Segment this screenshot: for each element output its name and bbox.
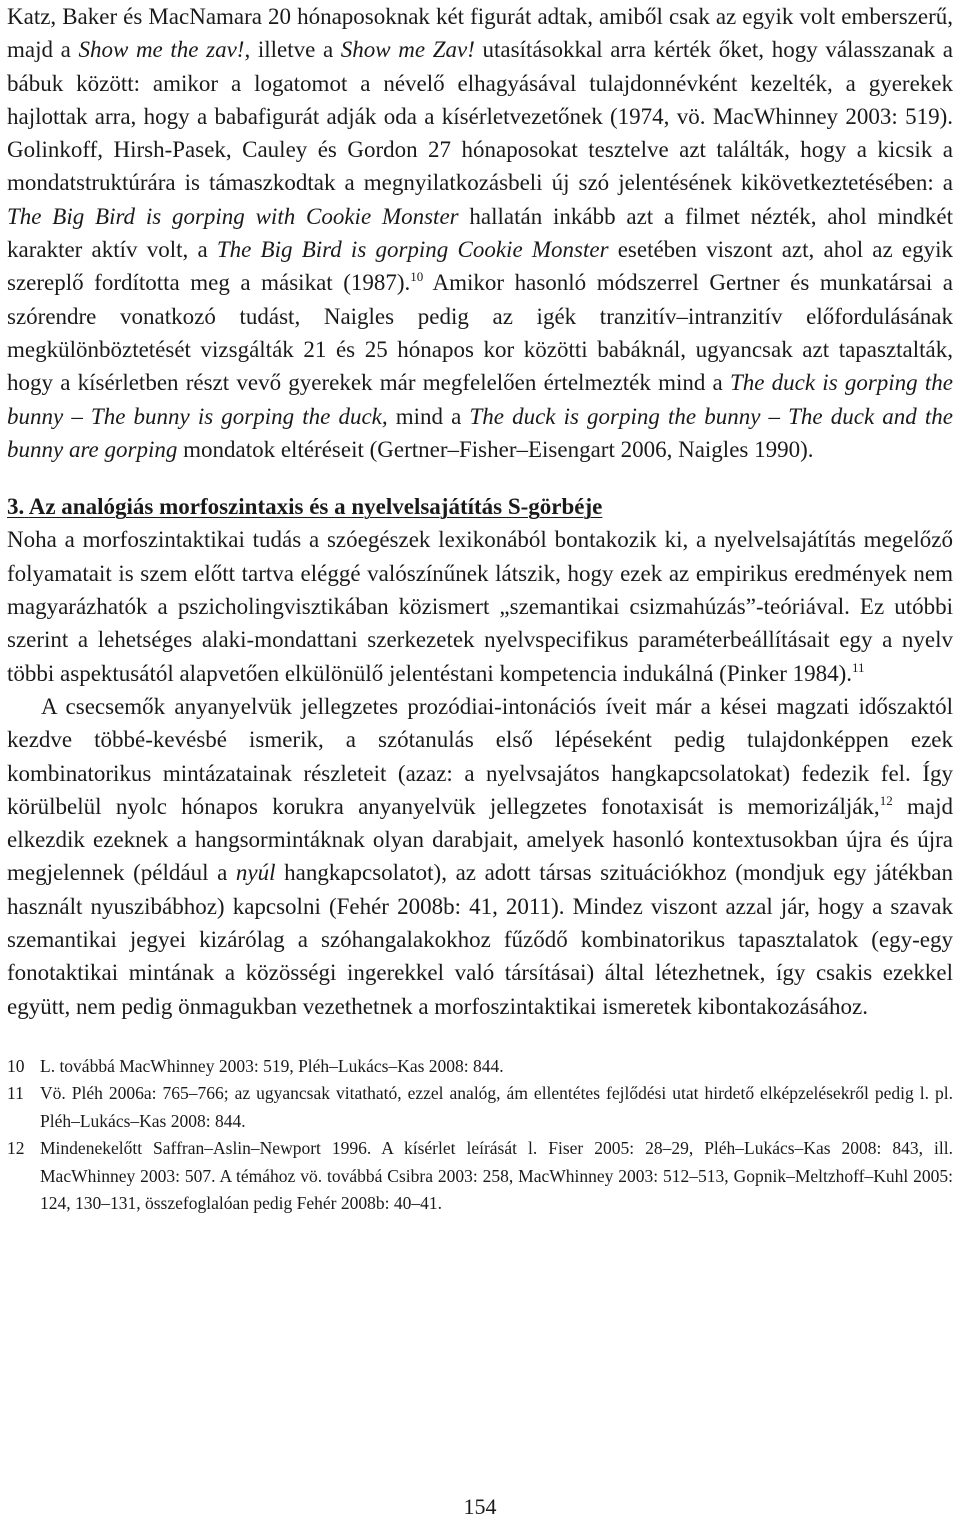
section-heading xyxy=(7,490,953,523)
footnote-11 xyxy=(7,1080,953,1135)
footnote-text: Vö. Pléh 2006a: 765–766; az ugyancsak vitatható, ezzel analóg, ám ellentétes fejlődési utat hirdető elképzelésekről pedig l. pl. Pléh–Lukács–Kas 2008: 844. xyxy=(40,1083,953,1131)
section-title: Az analógiás morfoszintaxis és a nyelvelsajátítás S-görbéje xyxy=(28,494,603,520)
section-spacer xyxy=(7,466,953,490)
footnote-number: 11 xyxy=(7,1083,24,1104)
footnote-number: 10 xyxy=(7,1055,25,1076)
footnote-12 xyxy=(7,1135,953,1218)
page-number: 154 xyxy=(463,1494,497,1519)
section-number: 3. xyxy=(7,494,25,520)
paragraph-katz-baker: Katz, Baker és MacNamara 20 hónaposoknak két figurát adtak, amiből csak az egyik volt emberszerű, majd a Show me the zav!, illetve a Show me Zav! utasításokkal arra kérték őket, hogy válasszanak a bábuk között: amikor a logatomot a névelő elhagyásával tulajdonnévként kezelték, a gyerekek hajlottak arra, hogy a babafigurát adják oda a kísérletvezetőnek (1974, vö. MacWhinney 2003: 519). Golinkoff, Hirsh-Pasek, Cauley és Gordon 27 hónaposokat tesztelve azt találták, hogy a kicsik a mondatstruktúrára is támaszkodtak a megnyilatkozásbeli új szó jelentésének kikövetkeztetésében: a The Big Bird is gorping with Cookie Monster hallatán inkább azt a filmet nézték, ahol mindkét karakter aktív volt, a The Big Bird is gorping Cookie Monster esetében viszont azt, ahol az egyik szereplő fordította meg a másikat (1987).$^{10}$ Amikor hasonló módszerrel Gertner és munkatársai a szórendre vonatkozó tudást, Naigles pedig az igék tranzitív–intranzitív előfordulásának megkülönböztetését vizsgálták 21 és 25 hónapos kor közötti babáknál, ugyancsak azt tapasztalták, hogy a kísérletben részt vevő gyerekek már megfelelően értelmezték mind a The duck is gorping the bunny – The bunny is gorping the duck, mind a The duck is gorping the bunny – The duck and the bunny are gorping mondatok eltéréseit (Gertner–Fisher–Eisengart 2006, Naigles 1990). xyxy=(7,4,954,462)
example-sentence: The duck is gorping the bunny – The bunny is gorping the duck, xyxy=(7,370,953,429)
book-page xyxy=(7,0,953,1522)
footnote-text: L. továbbá MacWhinney 2003: 519, Pléh–Lukács–Kas 2008: 844. xyxy=(40,1055,504,1076)
footnote-number: 12 xyxy=(7,1138,25,1159)
paragraph-morfoszintaxis: Noha a morfoszintaktikai tudás a szóegészek lexikonából bontakozik ki, a nyelvelsajátítás megelőző folyamatait is szem előtt tartva eléggé valószínűnek látszik, hogy ezek az empirikus eredmények nem magyarázhatók a pszicholingvisztikában közismert „szemantikai csizmahúzás”-teóriával. Ez utóbbi szerint a lehetséges alaki-mondattani szerkezetek nyelvspecifikus paraméterbeállításait egy a nyelv többi aspektusától alapvetően elkülönülő jelentéstani kompetencia indukálná (Pinker 1984).$^{11}$ xyxy=(7,527,953,686)
footnote-10 xyxy=(7,1053,953,1081)
example-sentence: The Big Bird is gorping Cookie Monster xyxy=(216,237,609,263)
footnote-ref-12: 12 xyxy=(879,792,893,808)
paragraph-csecsemok: A csecsemők anyanyelvük jellegzetes prozódiai-intonációs íveit már a kései magzati időszaktól kezdve többé-kevésbé ismerik, a szótanulás első lépéseként pedig tulajdonképpen ezek kombinatorikus mintázatainak részleteit (azaz: a nyelvsajátos hangkapcsolatokat) fedezik fel. Így körülbelül nyolc hónapos korukra anyanyelvük jellegzetes fonotaxisát is memorizálják,$^{12}$ majd elkezdik ezeknek a hangsormintáknak olyan darabjait, amelyek hasonló kontextusokban újra és újra megjelennek (például a nyúl hangkapcsolatot), az adott társas szituációkhoz (mondjuk egy játékban használt nyuszibábhoz) kapcsolni (Fehér 2008b: 41, 2011). Mindez viszont azzal jár, hogy a szavak szemantikai jegyei kizárólag a szóhangalakokhoz fűződő kombinatorikus tapasztalatok (egy-egy fonotaktikai mintának a közösségi ingerekkel való társításai) által létezhetnek, így csakis ezekkel együtt, nem pedig önmagukban vezethetnek a morfoszintaktikai ismeretek kibontakozásához. xyxy=(7,693,953,1019)
footnote-ref-11: 11 xyxy=(852,659,865,675)
example-sentence: Show me the zav! xyxy=(78,37,245,63)
footnote-text: Mindenekelőtt Saffran–Aslin–Newport 1996. A kísérlet leírását l. Fiser 2005: 28–29, Pléh–Lukács–Kas 2008: 843, ill. MacWhinney 2003: 507. A témához vö. továbbá Csibra 2003: 258, MacWhinney 2003: 512–513, Gopnik–Meltzhoff–Kuhl 2005: 124, 130–131, összefoglalóan pedig Fehér 2008b: 40–41. xyxy=(40,1138,953,1214)
example-sentence: Show me Zav! xyxy=(340,37,475,63)
example-sentence: The Big Bird is gorping with Cookie Monster xyxy=(7,203,459,229)
footnote-ref-10: 10 xyxy=(410,269,424,285)
example-sentence: The duck is gorping the bunny – The duck and the bunny are gorping xyxy=(7,403,953,462)
example-word: nyúl xyxy=(235,860,276,886)
footnotes xyxy=(7,1053,953,1218)
